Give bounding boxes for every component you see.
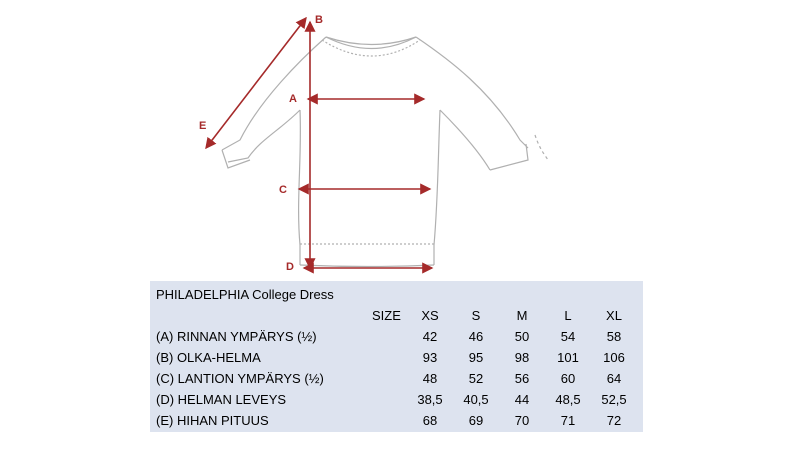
label-d: D (286, 261, 294, 273)
table-cell: 106 (603, 350, 625, 365)
row-label: (C) LANTION YMPÄRYS (½) (156, 371, 324, 386)
table-cell: 48 (422, 371, 438, 386)
size-header-label: SIZE (372, 308, 401, 323)
table-cell: 70 (514, 413, 530, 428)
table-cell: 50 (514, 329, 530, 344)
row-label: (D) HELMAN LEVEYS (156, 392, 287, 407)
label-c: C (279, 184, 287, 196)
table-cell: 64 (606, 371, 622, 386)
table-cell: 68 (422, 413, 438, 428)
row-label: (A) RINNAN YMPÄRYS (½) (156, 329, 317, 344)
table-cell: 42 (422, 329, 438, 344)
table-cell: 71 (560, 413, 576, 428)
table-cell: 93 (422, 350, 438, 365)
label-b: B (315, 14, 323, 26)
size-header-s: S (471, 308, 481, 323)
table-cell: 46 (468, 329, 484, 344)
table-cell: 54 (560, 329, 576, 344)
table-cell: 58 (606, 329, 622, 344)
size-header-xl: XL (606, 308, 622, 323)
table-cell: 52,5 (601, 392, 627, 407)
row-label: (B) OLKA-HELMA (156, 350, 261, 365)
table-cell: 69 (468, 413, 484, 428)
table-cell: 52 (468, 371, 484, 386)
row-label: (E) HIHAN PITUUS (156, 413, 269, 428)
table-title: PHILADELPHIA College Dress (156, 287, 334, 302)
size-header-l: L (564, 308, 572, 323)
label-a: A (289, 93, 297, 105)
measure-line-e (206, 18, 306, 148)
table-cell: 56 (514, 371, 530, 386)
size-header-m: M (516, 308, 528, 323)
label-e: E (199, 120, 207, 132)
table-cell: 95 (468, 350, 484, 365)
table-cell: 72 (606, 413, 622, 428)
table-cell: 40,5 (463, 392, 489, 407)
measurement-lines (206, 18, 432, 268)
table-cell: 101 (557, 350, 579, 365)
table-cell: 44 (514, 392, 530, 407)
table-cell: 98 (514, 350, 530, 365)
dress-outline (222, 37, 548, 267)
size-table (150, 281, 643, 432)
table-cell: 60 (560, 371, 576, 386)
size-header-xs: XS (421, 308, 439, 323)
table-cell: 48,5 (555, 392, 581, 407)
table-cell: 38,5 (417, 392, 443, 407)
